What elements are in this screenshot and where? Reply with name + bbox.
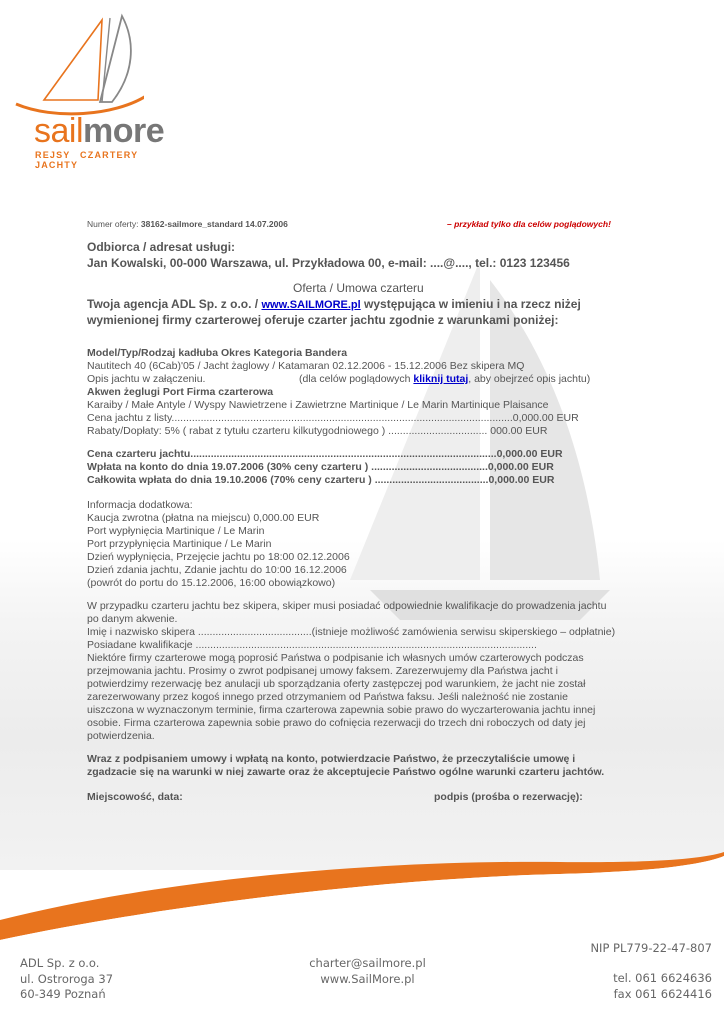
- footer-fax: fax 061 6624416: [613, 986, 712, 1001]
- terms-line: zarezerwowany przez kogoś innego przed otrzymaniem od Państwa faksu. Jeśli należność nie zostanie: [87, 691, 568, 703]
- footer-website[interactable]: www.SailMore.pl: [320, 971, 415, 986]
- charter-price-row: Cena czarteru jachtu.........................................................................................................0,000.00 EUR: [87, 448, 563, 460]
- orange-wave-decoration: [0, 820, 724, 950]
- offer-number-value: 38162-sailmore_standard 14.07.2006: [140, 219, 288, 229]
- additional-info-line: Port wypłynięcia Martinique / Le Marin: [87, 525, 265, 537]
- terms-line: W przypadku czarteru jachtu bez skipera, skiper musi posiadać odpowiednie kwalifikacje do prowadzenia jachtu: [87, 600, 607, 612]
- footer-contact: [300, 956, 435, 987]
- recipient-details: Jan Kowalski, 00-000 Warszawa, ul. Przykładowa 00, e-mail: ....@...., tel.: 0123 123456: [87, 256, 570, 270]
- yacht-description-link[interactable]: kliknij tutaj: [413, 373, 469, 385]
- description-note-after: , aby obejrzeć opis jachtu): [468, 373, 591, 385]
- additional-info-line: (powrót do portu do 15.12.2006, 16:00 obowiązkowo): [87, 577, 336, 589]
- footer-company: [20, 956, 113, 1003]
- terms-line: po danym akwenie.: [87, 613, 178, 625]
- additional-info-line: Dzień wypłynięcia, Przejęcie jachtu po 18:00 02.12.2006: [87, 551, 350, 563]
- footer-phones: [613, 971, 712, 1002]
- offer-number-label: Numer oferty:: [87, 219, 139, 229]
- footer-nip: NIP PL779-22-47-807: [590, 941, 712, 955]
- yacht-description-link-line: [299, 373, 590, 385]
- list-price-row: Cena jachtu z listy.....................................................................................................................0,000.00 EUR: [87, 412, 579, 424]
- sail-logo-icon: [14, 12, 144, 117]
- acceptance-line2: zgadzacie się na warunki w niej zawarte oraz że akceptujecie Państwo ogólne warunki czarteru jachtów.: [87, 766, 605, 778]
- offer-title: Oferta / Umowa czarteru: [293, 281, 424, 295]
- footer-phone: tel. 061 6624636: [613, 971, 712, 985]
- intro-text-before: Twoja agencja ADL Sp. z o.o. /: [87, 297, 259, 311]
- terms-line: potwierdzimy rezerwację bez anulacji ub sporządzania oferty zastępczej pod warunkiem, że jacht nie został: [87, 678, 586, 690]
- area-header: Akwen żeglugi Port Firma czarterowa: [87, 386, 274, 398]
- recipient-label: Odbiorca / adresat usługi:: [87, 240, 236, 254]
- logo-word-more: more: [83, 112, 165, 150]
- description-note-before: (dla celów poglądowych: [299, 373, 411, 385]
- logo-word-sail: sail: [34, 112, 84, 150]
- offer-intro-line1: [87, 297, 581, 311]
- logo-wordmark: [34, 112, 164, 151]
- signature-label: podpis (prośba o rezerwację):: [434, 791, 583, 803]
- additional-info-line: Port przypłynięcia Martinique / Le Marin: [87, 538, 272, 550]
- terms-line: przejmowania jachtu. Prosimy o zwrot podpisanej umowy faksem. Zarezerwujemy dla Państwa jacht i: [87, 665, 558, 677]
- acceptance-line1: Wraz z podpisaniem umowy i wpłatą na konto, potwierdzacie Państwo, że przeczytaliście umowę i: [87, 753, 576, 765]
- offer-intro-line2: wymienionej firmy czarterowej oferuje czarter jachtu zgodnie z warunkami poniżej:: [87, 313, 559, 327]
- area-details: Karaiby / Małe Antyle / Wyspy Nawietrzene i Zawietrzne Martinique / Le Marin Martinique Plaisance: [87, 399, 549, 411]
- example-note: – przykład tylko dla celów poglądowych!: [447, 219, 611, 229]
- footer-email[interactable]: charter@sailmore.pl: [309, 956, 426, 970]
- terms-line: Posiadane kwalifikacje .....................................................................................................................: [87, 639, 537, 651]
- payment-1-row: Wpłata na konto do dnia 19.07.2006 (30% ceny czarteru ) ........................................0,000.00 EUR: [87, 461, 554, 473]
- yacht-details: Nautitech 40 (6Cab)'05 / Jacht żaglowy / Katamaran 02.12.2006 - 15.12.2006 Bez skipera MQ: [87, 360, 525, 372]
- logo-tagline: REJSY CZARTERY JACHTY: [35, 150, 139, 170]
- terms-line: osobie. Firma czarterowa zapewnia sobie prawo do cofnięcia rezerwacji do trzech dni roboczych od daty jej: [87, 717, 586, 729]
- discount-row: Rabaty/Dopłaty: 5% ( rabat z tytułu czarteru kilkutygodniowego ) .................................. 000.00 EUR: [87, 425, 548, 437]
- footer-company-line: ul. Ostroroga 37: [20, 971, 114, 986]
- yacht-description-note: Opis jachtu w załączeniu.: [87, 373, 206, 385]
- terms-line: uiszczona w wyznaczonym terminie, firma czarterowa zapewnia sobie prawo do wyczarterowania jachtu innej: [87, 704, 596, 716]
- place-date-label: Miejscowość, data:: [87, 791, 183, 803]
- intro-text-after: występująca w imieniu i na rzecz niżej: [364, 297, 581, 311]
- sailmore-logo: [14, 12, 184, 170]
- footer-company-line: ADL Sp. z o.o.: [20, 956, 100, 970]
- sailmore-website-link[interactable]: www.SAILMORE.pl: [261, 299, 361, 311]
- terms-line: potwierdzenia.: [87, 730, 155, 742]
- terms-line: Imię i nazwisko skipera .......................................(istnieje możliwość zamówienia serwisu skiperskiego – odpłatnie): [87, 626, 616, 638]
- additional-info-line: Dzień zdania jachtu, Zdanie jachtu do 10:00 16.12.2006: [87, 564, 347, 576]
- additional-info-header: Informacja dodatkowa:: [87, 499, 193, 511]
- additional-info-line: Kaucja zwrotna (płatna na miejscu) 0,000.00 EUR: [87, 512, 320, 524]
- yacht-header: Model/Typ/Rodzaj kadłuba Okres Kategoria Bandera: [87, 347, 348, 359]
- footer-company-line: 60-349 Poznań: [20, 987, 106, 1001]
- payment-2-row: Całkowita wpłata do dnia 19.10.2006 (70% ceny czarteru ) .......................................0,000.00 EUR: [87, 474, 555, 486]
- terms-line: Niektóre firmy czarterowe mogą poprosić Państwa o podpisanie ich własnych umów czarterowych podczas: [87, 652, 584, 664]
- offer-number: [87, 219, 288, 229]
